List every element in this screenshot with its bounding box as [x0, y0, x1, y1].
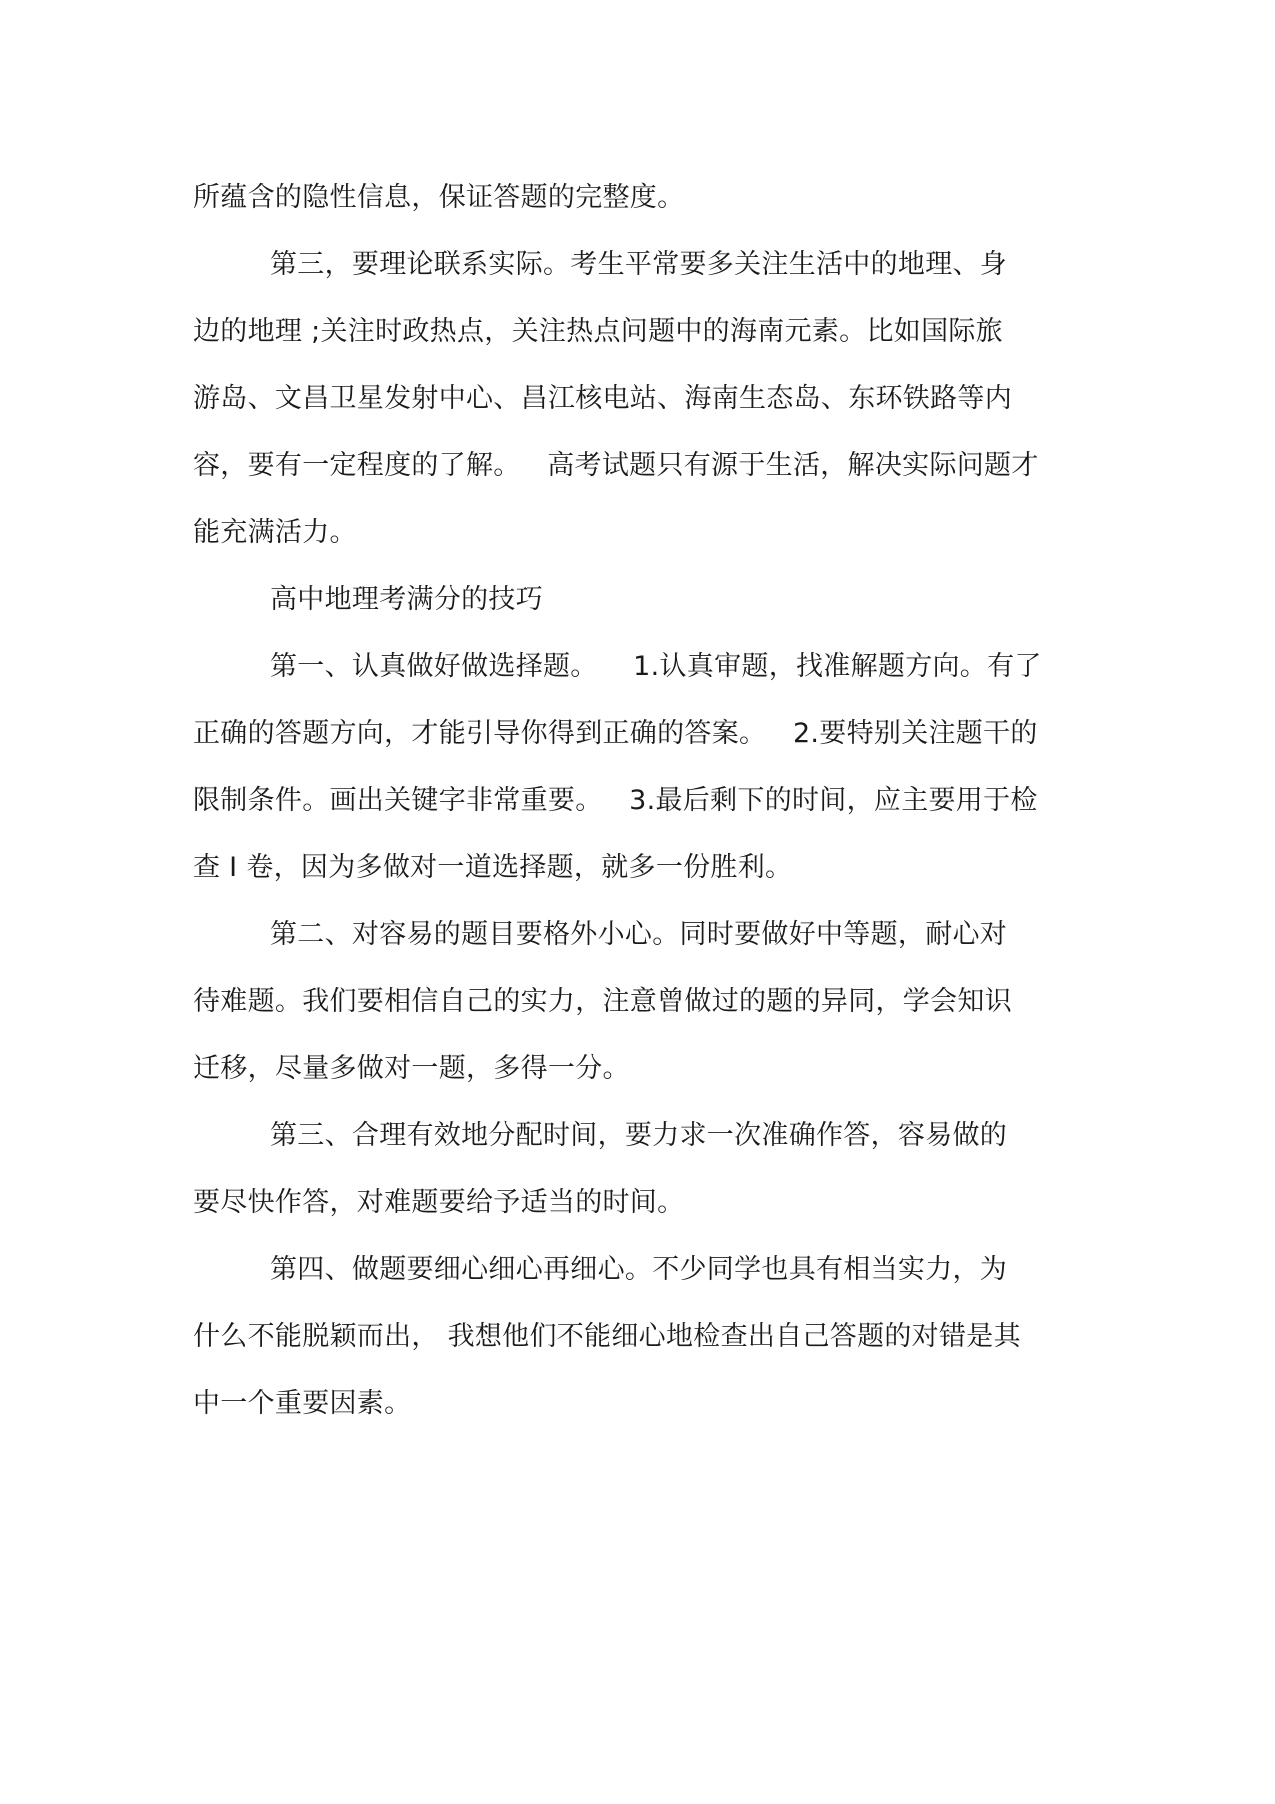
text-line: 游岛、文昌卫星发射中心、昌江核电站、海南生态岛、东环铁路等内 [193, 383, 1012, 414]
text-line: 待难题。我们要相信自己的实力，注意曾做过的题的异同，学会知识 [193, 986, 1012, 1017]
text-line: 正确的答题方向，才能引导你得到正确的答案。 2.要特别关注题干的 [193, 718, 1038, 749]
text-line: 什么不能脱颖而出， 我想他们不能细心地检查出自己答题的对错是其 [193, 1321, 1021, 1352]
section-heading: 高中地理考满分的技巧 [270, 584, 543, 615]
text-line: 所蕴含的隐性信息，保证答题的完整度。 [193, 182, 685, 213]
text-line: 第一、认真做好做选择题。 1.认真审题，找准解题方向。有了 [270, 651, 1042, 682]
text-line: 第三、合理有效地分配时间，要力求一次准确作答，容易做的 [270, 1120, 1008, 1151]
text-line: 容，要有一定程度的了解。 高考试题只有源于生活，解决实际问题才 [193, 450, 1039, 481]
text-line: 限制条件。画出关键字非常重要。 3.最后剩下的时间，应主要用于检 [193, 785, 1038, 816]
text-line: 查 I 卷，因为多做对一道选择题，就多一份胜利。 [193, 852, 793, 883]
text-line: 迁移，尽量多做对一题，多得一分。 [193, 1053, 630, 1084]
text-line: 能充满活力。 [193, 517, 357, 548]
text-line: 边的地理 ;关注时政热点，关注热点问题中的海南元素。比如国际旅 [193, 316, 1003, 347]
text-line: 中一个重要因素。 [193, 1388, 412, 1419]
text-line: 第四、做题要细心细心再细心。不少同学也具有相当实力，为 [270, 1254, 1008, 1285]
text-line: 要尽快作答，对难题要给予适当的时间。 [193, 1187, 685, 1218]
text-line: 第三，要理论联系实际。考生平常要多关注生活中的地理、身 [270, 249, 1008, 280]
text-line: 第二、对容易的题目要格外小心。同时要做好中等题，耐心对 [270, 919, 1008, 950]
